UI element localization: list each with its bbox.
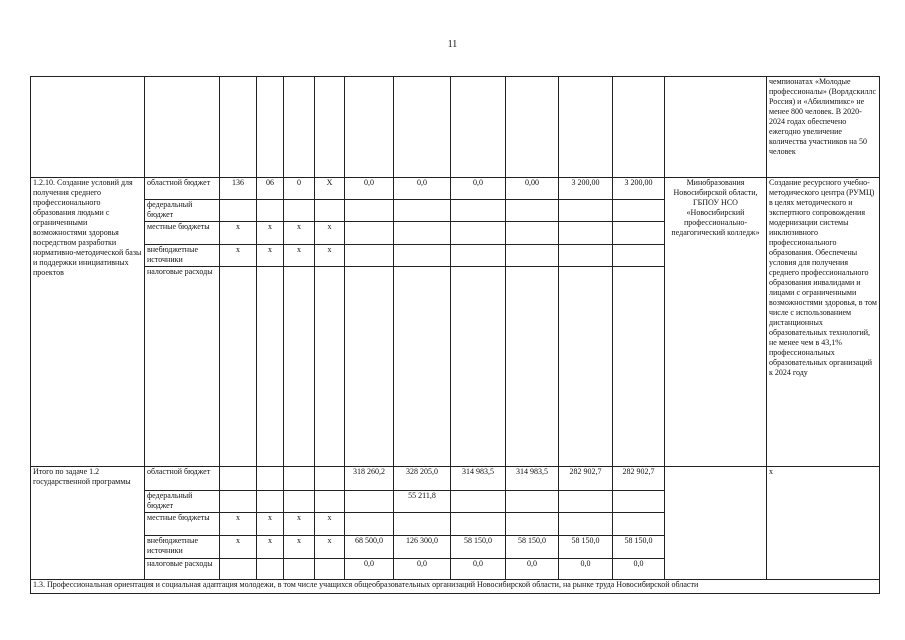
funding-value-cell	[506, 245, 559, 267]
budget-code-cell: x	[257, 513, 284, 536]
funding-value-cell: 0,0	[613, 559, 665, 580]
budget-code-cell	[315, 559, 345, 580]
budget-code-cell	[257, 559, 284, 580]
funding-value-cell	[345, 267, 394, 467]
budget-code-cell	[257, 491, 284, 513]
budget-code-cell: 0	[284, 178, 315, 200]
funding-value-cell: 126 300,0	[394, 536, 451, 559]
table-body	[31, 77, 880, 178]
program-measures-table	[30, 76, 880, 594]
budget-code-cell	[220, 559, 257, 580]
funding-value-cell	[613, 245, 665, 267]
budget-code-cell: x	[220, 222, 257, 245]
budget-code-cell: x	[315, 513, 345, 536]
funding-value-cell: 0,0	[506, 559, 559, 580]
budget-code-cell: x	[220, 513, 257, 536]
funding-value-cell	[613, 222, 665, 245]
funding-value-cell	[559, 245, 613, 267]
funding-value-cell	[394, 245, 451, 267]
budget-code-cell: x	[257, 222, 284, 245]
funding-value-cell: 328 205,0	[394, 467, 451, 491]
budget-code-cell: x	[257, 245, 284, 267]
funding-value-cell: 318 260,2	[345, 467, 394, 491]
funding-value-cell	[559, 491, 613, 513]
funding-value-cell: 314 983,5	[451, 467, 506, 491]
funding-value-cell: 282 902,7	[559, 467, 613, 491]
funding-source: внебюджетные источники	[145, 536, 220, 559]
total-executor-cell	[665, 467, 767, 580]
funding-source: областной бюджет	[145, 178, 220, 200]
funding-value-cell: 0,0	[345, 178, 394, 200]
budget-code-cell: x	[284, 536, 315, 559]
funding-value-cell	[559, 513, 613, 536]
section-heading-row	[31, 580, 880, 594]
funding-value-cell	[613, 267, 665, 467]
funding-value-cell	[506, 200, 559, 222]
funding-value-cell	[394, 222, 451, 245]
funding-value-cell	[345, 513, 394, 536]
funding-value-cell	[345, 491, 394, 513]
budget-code-cell	[284, 559, 315, 580]
budget-code-cell	[220, 200, 257, 222]
budget-code-cell	[220, 267, 257, 467]
funding-value-cell: 0,0	[451, 178, 506, 200]
funding-source: налоговые расходы	[145, 559, 220, 580]
section-heading: 1.3. Профессиональная ориентация и социальная адаптация молодежи, в том числе учащихся общеобразовательных организаций Новосибирской области, на рынке труда Новосибирской области	[31, 580, 880, 594]
budget-code-cell: 06	[257, 178, 284, 200]
funding-value-cell: 0,0	[345, 559, 394, 580]
funding-source: областной бюджет	[145, 467, 220, 491]
funding-value-cell: 3 200,00	[613, 178, 665, 200]
funding-value-cell: 0,0	[451, 559, 506, 580]
funding-source: местные бюджеты	[145, 222, 220, 245]
funding-source: местные бюджеты	[145, 513, 220, 536]
funding-value-cell	[451, 267, 506, 467]
total-result-cell: x	[767, 467, 880, 580]
measure-name-cell: 1.2.10. Создание условий для получения среднего профессионального образования людьми с ограниченными возможностями здоровья посредством разработки нормативно-методической базы и поддержки инициативных проектов	[31, 178, 145, 467]
funding-source: федеральный бюджет	[145, 200, 220, 222]
budget-code-cell	[315, 267, 345, 467]
budget-code-cell	[284, 267, 315, 467]
funding-value-cell	[613, 491, 665, 513]
funding-source: налоговые расходы	[145, 267, 220, 467]
funding-value-cell	[559, 200, 613, 222]
page-number: 11	[447, 39, 458, 50]
funding-value-cell	[559, 267, 613, 467]
funding-value-cell	[451, 200, 506, 222]
funding-value-cell	[559, 222, 613, 245]
total-source-row	[31, 467, 880, 491]
section-block	[31, 580, 880, 594]
budget-code-cell	[257, 267, 284, 467]
funding-value-cell	[613, 200, 665, 222]
funding-value-cell: 0,00	[506, 178, 559, 200]
funding-source: внебюджетные источники	[145, 245, 220, 267]
funding-value-cell: 0,0	[394, 178, 451, 200]
funding-value-cell	[394, 513, 451, 536]
budget-code-cell: x	[284, 513, 315, 536]
measure-block	[31, 178, 880, 467]
budget-code-cell	[284, 467, 315, 491]
funding-value-cell	[345, 200, 394, 222]
funding-value-cell	[451, 245, 506, 267]
funding-value-cell: 58 150,0	[506, 536, 559, 559]
total-name-cell: Итого по задаче 1.2 государственной программы	[31, 467, 145, 580]
funding-value-cell	[451, 513, 506, 536]
funding-value-cell: 58 150,0	[451, 536, 506, 559]
funding-value-cell: 3 200,00	[559, 178, 613, 200]
budget-code-cell	[220, 491, 257, 513]
funding-value-cell	[345, 222, 394, 245]
funding-value-cell: 55 211,8	[394, 491, 451, 513]
budget-code-cell: 136	[220, 178, 257, 200]
funding-source: федеральный бюджет	[145, 491, 220, 513]
measure-executor-cell: Минобразования Новосибирской области, ГБПОУ НСО «Новосибирский профессионально-педагогический колледж»	[665, 178, 767, 467]
budget-code-cell	[220, 467, 257, 491]
budget-code-cell	[315, 491, 345, 513]
funding-value-cell	[613, 513, 665, 536]
funding-value-cell: 68 500,0	[345, 536, 394, 559]
budget-code-cell	[284, 491, 315, 513]
funding-value-cell	[506, 267, 559, 467]
budget-code-cell	[315, 467, 345, 491]
funding-value-cell: 58 150,0	[559, 536, 613, 559]
budget-code-cell	[257, 200, 284, 222]
budget-code-cell	[315, 200, 345, 222]
budget-code-cell: X	[315, 178, 345, 200]
funding-value-cell	[394, 267, 451, 467]
budget-code-cell: x	[220, 536, 257, 559]
funding-value-cell	[506, 222, 559, 245]
continuation-row	[31, 77, 880, 178]
total-block	[31, 467, 880, 580]
funding-value-cell	[506, 513, 559, 536]
funding-value-cell	[394, 200, 451, 222]
budget-code-cell: x	[284, 222, 315, 245]
funding-value-cell: 58 150,0	[613, 536, 665, 559]
budget-code-cell: x	[315, 536, 345, 559]
funding-value-cell: 0,0	[394, 559, 451, 580]
budget-code-cell: x	[315, 245, 345, 267]
budget-code-cell: x	[257, 536, 284, 559]
budget-code-cell	[284, 200, 315, 222]
funding-value-cell	[506, 491, 559, 513]
funding-value-cell: 0,0	[559, 559, 613, 580]
continuation-result-cell: чемпионатах «Молодые профессионалы» (Ворлдскиллс Россия) и «Абилимпикс» не менее 800 человек. В 2020-2024 годах обеспечено ежегодно увеличение количества участников на 50 человек	[767, 77, 880, 178]
funding-value-cell: 282 902,7	[613, 467, 665, 491]
funding-value-cell	[451, 491, 506, 513]
budget-code-cell	[257, 467, 284, 491]
funding-value-cell	[451, 222, 506, 245]
measure-source-row	[31, 178, 880, 200]
funding-value-cell: 314 983,5	[506, 467, 559, 491]
budget-code-cell: x	[284, 245, 315, 267]
budget-code-cell: x	[315, 222, 345, 245]
funding-value-cell	[345, 245, 394, 267]
budget-code-cell: x	[220, 245, 257, 267]
measure-result-cell: Создание ресурсного учебно-методического центра (РУМЦ) в целях методического и экспертного сопровождения модернизации системы инклюзивного профессионального образования. Обеспечены условия для получения среднего профессионального образования инвалидами и лицами с ограниченными возможностями здоровья, в том числе с использованием дистанционных образовательных технологий, не менее чем в 43,1% профессиональных образовательных организаций к 2024 году	[767, 178, 880, 467]
